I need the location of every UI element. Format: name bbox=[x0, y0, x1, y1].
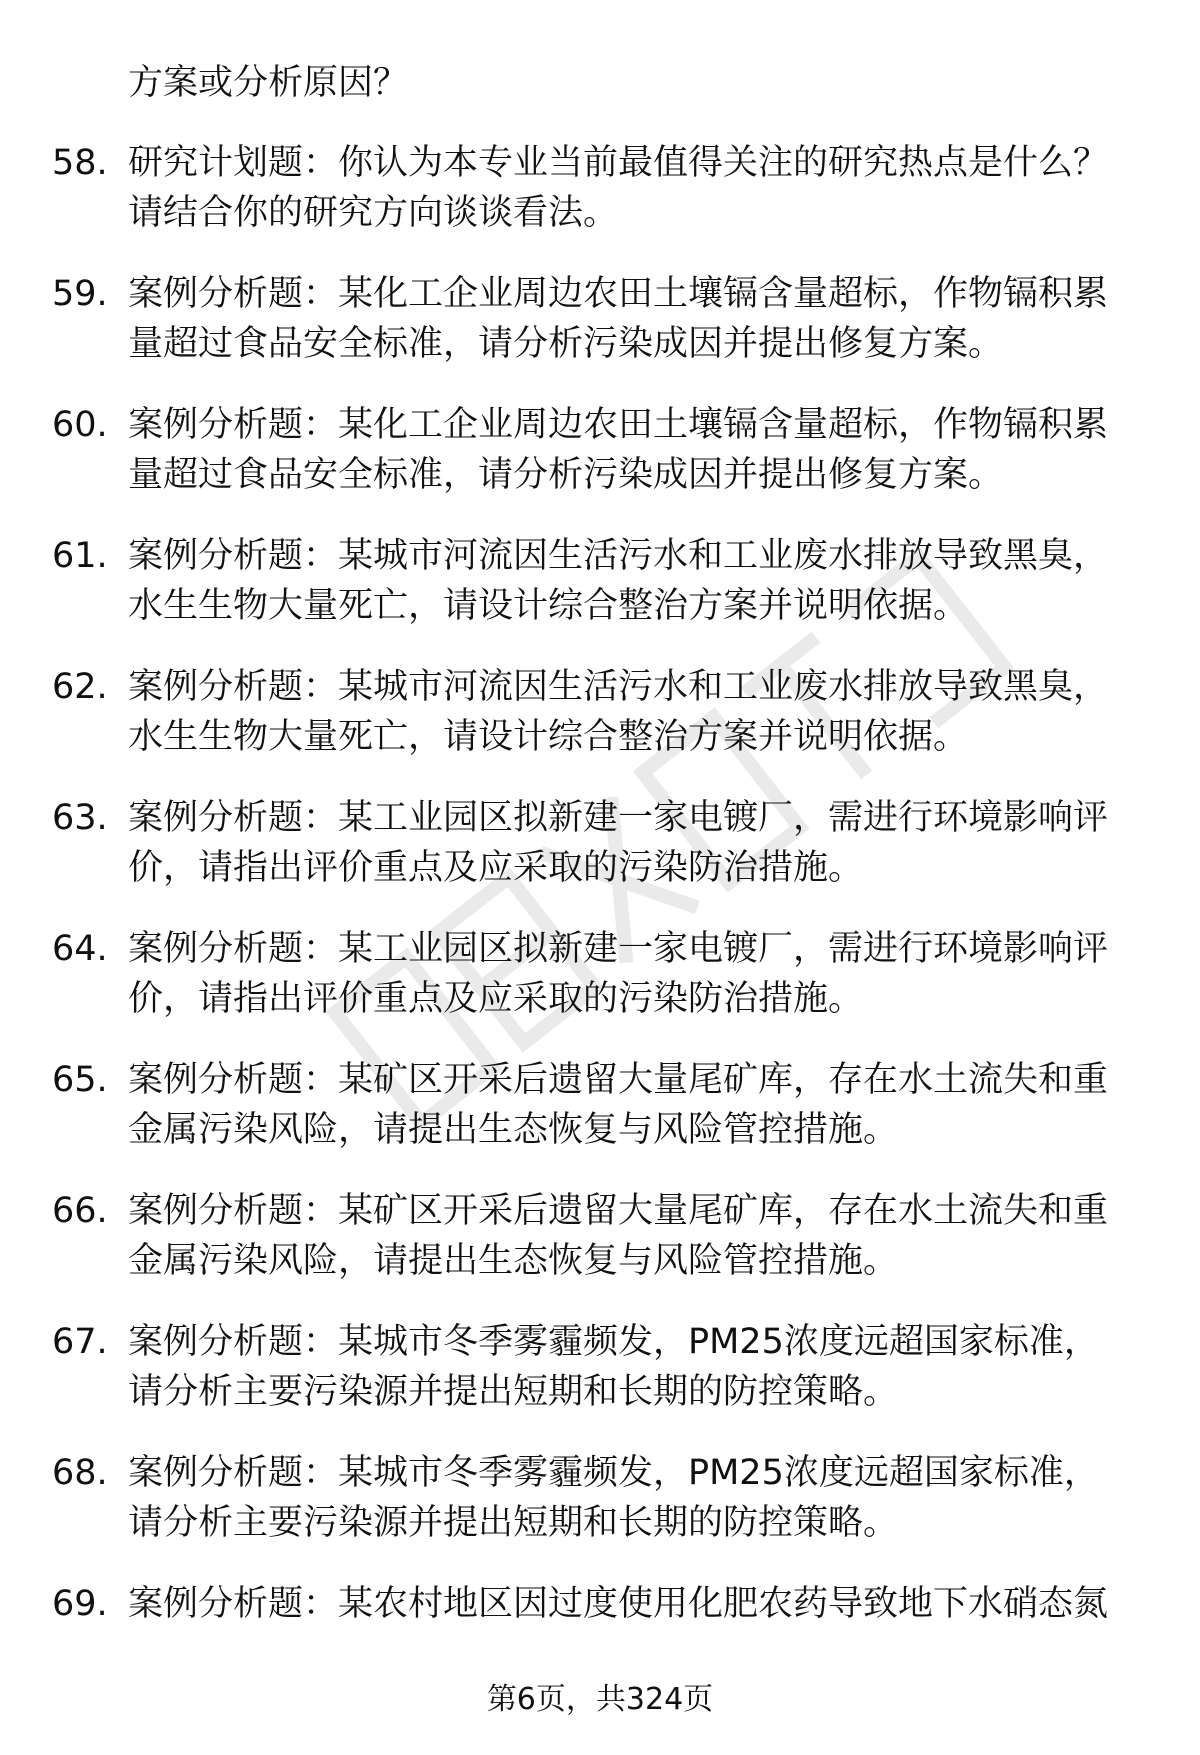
question-item bbox=[0, 1055, 1200, 1186]
question-number: 63. bbox=[52, 798, 108, 838]
question-item bbox=[0, 1317, 1200, 1448]
question-item bbox=[0, 1186, 1200, 1317]
question-line: 案例分析题：某城市河流因生活污水和工业废水排放导致黑臭， bbox=[128, 667, 1109, 707]
question-item bbox=[0, 793, 1200, 924]
question-number: 58. bbox=[52, 143, 108, 183]
question-line: 水生生物大量死亡，请设计综合整治方案并说明依据。 bbox=[128, 717, 969, 757]
question-text bbox=[128, 400, 1138, 500]
question-line: 案例分析题：某城市冬季雾霾频发，PM25浓度远超国家标准， bbox=[128, 1453, 1099, 1493]
question-item bbox=[0, 1448, 1200, 1579]
question-item bbox=[0, 531, 1200, 662]
question-line: 案例分析题：某化工企业周边农田土壤镉含量超标，作物镉积累 bbox=[128, 274, 1109, 314]
question-line: 案例分析题：某化工企业周边农田土壤镉含量超标，作物镉积累 bbox=[128, 405, 1109, 445]
question-number: 64. bbox=[52, 929, 108, 969]
question-item bbox=[0, 269, 1200, 400]
question-line: 研究计划题：你认为本专业当前最值得关注的研究热点是什么？ bbox=[128, 143, 1109, 183]
question-number: 68. bbox=[52, 1453, 108, 1493]
question-number: 59. bbox=[52, 274, 108, 314]
question-line: 案例分析题：某矿区开采后遗留大量尾矿库，存在水土流失和重 bbox=[128, 1191, 1109, 1231]
question-list bbox=[0, 138, 1200, 1710]
question-text bbox=[128, 1317, 1138, 1417]
question-text bbox=[128, 662, 1138, 762]
question-item bbox=[0, 662, 1200, 793]
question-text bbox=[128, 1579, 1138, 1629]
question-line: 水生生物大量死亡，请设计综合整治方案并说明依据。 bbox=[128, 586, 969, 626]
question-line: 案例分析题：某工业园区拟新建一家电镀厂，需进行环境影响评 bbox=[128, 798, 1109, 838]
question-number: 67. bbox=[52, 1322, 108, 1362]
question-text bbox=[128, 269, 1138, 369]
question-line: 请分析主要污染源并提出短期和长期的防控策略。 bbox=[128, 1503, 899, 1543]
question-number: 69. bbox=[52, 1584, 108, 1624]
question-item bbox=[0, 400, 1200, 531]
question-line: 金属污染风险，请提出生态恢复与风险管控措施。 bbox=[128, 1110, 899, 1150]
question-line: 案例分析题：某农村地区因过度使用化肥农药导致地下水硝态氮 bbox=[128, 1584, 1109, 1624]
question-text bbox=[128, 1186, 1138, 1286]
question-number: 62. bbox=[52, 667, 108, 707]
question-line: 案例分析题：某工业园区拟新建一家电镀厂，需进行环境影响评 bbox=[128, 929, 1109, 969]
question-line: 价，请指出评价重点及应采取的污染防治措施。 bbox=[128, 848, 864, 888]
question-line: 金属污染风险，请提出生态恢复与风险管控措施。 bbox=[128, 1241, 899, 1281]
question-line: 量超过食品安全标准，请分析污染成因并提出修复方案。 bbox=[128, 455, 1004, 495]
question-number: 60. bbox=[52, 405, 108, 445]
question-text bbox=[128, 924, 1138, 1024]
question-number: 66. bbox=[52, 1191, 108, 1231]
question-item bbox=[0, 924, 1200, 1055]
question-item bbox=[0, 138, 1200, 269]
question-text bbox=[128, 138, 1138, 238]
question-line: 量超过食品安全标准，请分析污染成因并提出修复方案。 bbox=[128, 324, 1004, 364]
question-text bbox=[128, 1055, 1138, 1155]
question-line: 价，请指出评价重点及应采取的污染防治措施。 bbox=[128, 979, 864, 1019]
page-footer bbox=[0, 1680, 1200, 1720]
continuation-text: 方案或分析原因？ bbox=[128, 63, 409, 103]
question-number: 61. bbox=[52, 536, 108, 576]
question-line: 案例分析题：某城市河流因生活污水和工业废水排放导致黑臭， bbox=[128, 536, 1109, 576]
question-line: 请分析主要污染源并提出短期和长期的防控策略。 bbox=[128, 1372, 899, 1412]
page-number-label: 第6页，共324页 bbox=[486, 1682, 714, 1717]
question-text bbox=[128, 1448, 1138, 1548]
question-line: 案例分析题：某矿区开采后遗留大量尾矿库，存在水土流失和重 bbox=[128, 1060, 1109, 1100]
question-number: 65. bbox=[52, 1060, 108, 1100]
question-text bbox=[128, 531, 1138, 631]
question-text bbox=[128, 793, 1138, 893]
question-line: 请结合你的研究方向谈谈看法。 bbox=[128, 193, 619, 233]
question-line: 案例分析题：某城市冬季雾霾频发，PM25浓度远超国家标准， bbox=[128, 1322, 1099, 1362]
